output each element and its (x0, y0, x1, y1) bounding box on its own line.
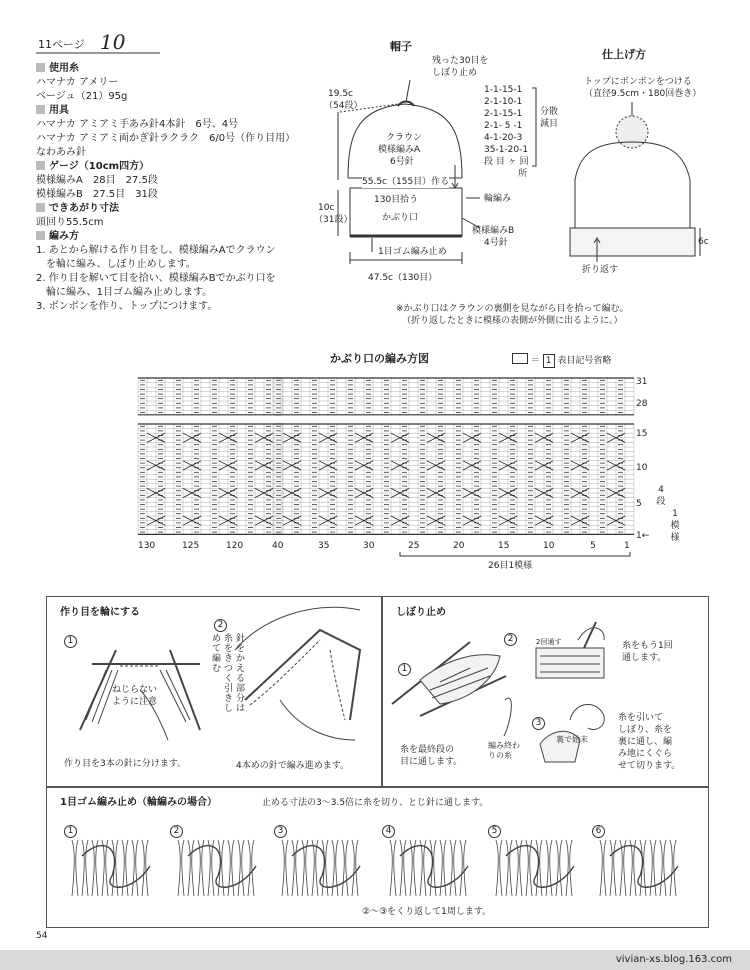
yarn-title: 使用糸 (36, 62, 336, 76)
crown-label-3: 6号針 (390, 157, 414, 167)
note-twist-2: ように注意 (112, 697, 158, 707)
gather-caption-1: 糸を最終段の (400, 745, 455, 755)
cast-on-caption-1: 作り目を3本の針に分けます。 (64, 759, 187, 769)
decrease-header: 段 目 ヶ 回 (484, 157, 529, 167)
ribbing-illustration-4 (390, 840, 468, 896)
note-twice: 2回通す (536, 638, 562, 646)
col-label-130: 130 (138, 541, 156, 551)
gauge-line-2: 模様編みB 27.5目 31段 (36, 189, 158, 200)
ribbing-step-1: 1 (64, 818, 77, 838)
note-line-2: （折り返したときに模様の表側が外側に出るように。） (402, 316, 623, 326)
cast-on-caption-2: 4本めの針で編み進めます。 (236, 761, 350, 771)
col-label-10: 10 (543, 541, 555, 551)
side-label-4: 4 (658, 485, 664, 495)
page-number-handwritten: 10 (100, 30, 126, 54)
col-label-1: 1 (624, 541, 630, 551)
side-label-you: 様 (670, 533, 680, 543)
tools-line-1: ハマナカ アミアミ手あみ針4本針 6号、4号 (36, 119, 239, 130)
ribbing-repeat-note: ②〜③をくり返して1周します。 (362, 907, 492, 917)
decrease-suffix: 所 (518, 169, 528, 179)
gather-caption-2: 目に通します。 (400, 757, 463, 767)
note-line-1: ※かぶり口はクラウンの裏側を見ながら目を拾って編む。 (396, 304, 629, 314)
tools-line-2: ハマナカ アミアミ両かぎ針ラクラク 6/0号（作り目用） (36, 133, 296, 144)
gather-title: しぼり止め (396, 607, 446, 618)
gauge-title: ゲージ（10cm四方） (36, 160, 336, 174)
height-2: （31段） (314, 215, 353, 225)
col-label-20: 20 (453, 541, 465, 551)
method-line-2: を輪に編み、しぼり止めします。 (36, 259, 196, 270)
yarn-end-2: りの糸 (488, 751, 512, 760)
method-line-1: 1. あとから解ける作り目をし、模様編みAでクラウン (36, 245, 276, 256)
decrease-label-1: 分散 (540, 107, 559, 117)
top-note-1: 残った30目を (432, 56, 489, 66)
decrease-row-5: 4-1-20-3 (484, 133, 523, 143)
height-1: 10c (318, 203, 335, 213)
col-label-25: 25 (408, 541, 420, 551)
row-label-10: 10 (636, 463, 648, 473)
cast-on-title: 作り目を輪にする (60, 607, 140, 618)
ribbing-step-4: 4 (382, 818, 395, 838)
yarn-line-1: ハマナカ アメリー (36, 77, 119, 88)
crown-label-1: クラウン (386, 133, 423, 143)
bottom-width: 47.5c（130目） (368, 273, 438, 283)
note-first-col-2: 糸をきつく引きし (224, 634, 234, 714)
cast-on-label: 55.5c（155目）作る (362, 177, 450, 187)
decrease-row-2: 2-1-10-1 (484, 97, 523, 107)
footer-site: vivian-xs.blog.163.com (615, 954, 732, 965)
col-label-35: 35 (318, 541, 330, 551)
note-first-col-3: 針をかえる部分は (236, 634, 246, 714)
row-label-5: 5 (636, 499, 642, 509)
yarn-end-1: 編み終わ (488, 741, 520, 750)
cast-on-step-1: 1 (64, 628, 77, 648)
ribbing-step-3: 3 (274, 818, 287, 838)
method-line-4: 輪に編み、1目ゴム編み止めします。 (36, 287, 213, 298)
ribbing-step-5: 5 (488, 818, 501, 838)
row-label-31: 31 (636, 377, 648, 387)
tools-title: 用具 (36, 104, 336, 118)
decrease-row-4: 2-1- 5 -1 (484, 121, 523, 131)
gauge-line-1: 模様編みA 28目 27.5段 (36, 175, 158, 186)
method-line-3: 2. 作り目を解いて目を拾い、模様編みBでかぶり口を (36, 273, 276, 284)
chart-title: かぶり口の編み方図 (330, 352, 429, 365)
ribbing-illustration-2 (178, 840, 256, 896)
side-label-1: 1 (672, 509, 678, 519)
size-title: できあがり寸法 (36, 202, 336, 216)
cast-on-step-2: 2 (214, 612, 227, 632)
pickup-label: 130目拾う (374, 195, 419, 205)
pompom-note-1: トップにボンボンをつける (584, 77, 692, 87)
side-label-mo: 模 (670, 521, 680, 531)
fold-width: 6c (698, 237, 709, 247)
note-twist-1: ねじらない (112, 685, 158, 695)
pull-note-4: み地にくぐら (618, 749, 673, 759)
ribbing-illustration-5 (496, 840, 574, 896)
gather-step-2: 2 (504, 626, 517, 646)
footer-bar (0, 950, 750, 970)
crown-label-2: 模様編みA (378, 145, 421, 155)
row-label-28: 28 (636, 399, 648, 409)
page-label: 11ページ (38, 38, 85, 51)
repeat-label: 26目1模様 (488, 561, 533, 571)
yarn-line-2: ベージュ（21）95g (36, 91, 128, 102)
side-label-dan: 段 (656, 497, 666, 507)
note-again-1: 糸をもう1回 (622, 641, 673, 651)
top-note-2: しぼり止め (432, 68, 478, 78)
ribbing-step-2: 2 (170, 818, 183, 838)
ribbing-label: 輪編み (484, 194, 512, 204)
col-label-30: 30 (363, 541, 375, 551)
bind-off-label: 1目ゴム編み止め (378, 247, 447, 257)
pull-note-3: 裏に通し、編 (618, 737, 673, 747)
ribbing-instruction: 止める寸法の3〜3.5倍に糸を切り、とじ針に通します。 (262, 798, 489, 808)
ribbing-title: 1目ゴム編み止め（輪編みの場合） (60, 797, 217, 808)
row-label-15: 15 (636, 429, 648, 439)
col-label-120: 120 (226, 541, 244, 551)
size-line-1: 頭回り55.5cm (36, 217, 104, 228)
gather-step-1: 1 (398, 656, 411, 676)
method-title: 編み方 (36, 230, 336, 244)
method-line-5: 3. ボンボンを作り、トップにつけます。 (36, 301, 218, 312)
pull-note-5: せて切ります。 (618, 761, 681, 771)
fold-label: 折り返す (582, 265, 619, 275)
row-label-1: 1← (636, 531, 650, 541)
ribbing-step-6: 6 (592, 818, 605, 838)
col-label-125: 125 (182, 541, 200, 551)
hat-title: 帽子 (390, 40, 412, 53)
note-first-col-1: めて編む (212, 634, 222, 674)
ribbing-illustration-6 (600, 840, 678, 896)
ribbing-illustration-3 (282, 840, 360, 896)
tools-line-3: なわあみ針 (36, 147, 86, 158)
pattern-b-1: 模様編みB (472, 226, 515, 236)
pompom-note-2: （直径9.5cm・180回巻き） (584, 89, 702, 99)
note-again-2: 通します。 (622, 653, 667, 663)
decrease-label-2: 減目 (540, 119, 559, 129)
gather-step-3: 3 (532, 710, 545, 730)
ribbing-illustration-1 (72, 840, 150, 896)
decrease-row-1: 1-1-15-1 (484, 85, 523, 95)
decrease-row-3: 2-1-15-1 (484, 109, 523, 119)
pattern-b-2: 4号針 (484, 238, 508, 248)
finish-title: 仕上げ方 (602, 48, 646, 61)
col-label-5: 5 (590, 541, 596, 551)
top-width-2: （54段） (324, 101, 363, 111)
footer-page-number: 54 (36, 931, 48, 941)
wrong-side-label: 裏で始末 (556, 735, 588, 744)
col-label-15: 15 (498, 541, 510, 551)
legend-equals: ＝ (530, 356, 540, 366)
pull-note-2: しぼり、糸を (618, 725, 673, 735)
col-label-40: 40 (272, 541, 284, 551)
legend-one: 1 (543, 354, 555, 368)
pull-note-1: 糸を引いて (618, 713, 664, 723)
brim-label: かぶり口 (382, 213, 419, 223)
legend-text: 表目記号省略 (557, 356, 612, 366)
decrease-row-6: 35-1-20-1 (484, 145, 529, 155)
top-width-1: 19.5c (328, 89, 353, 99)
